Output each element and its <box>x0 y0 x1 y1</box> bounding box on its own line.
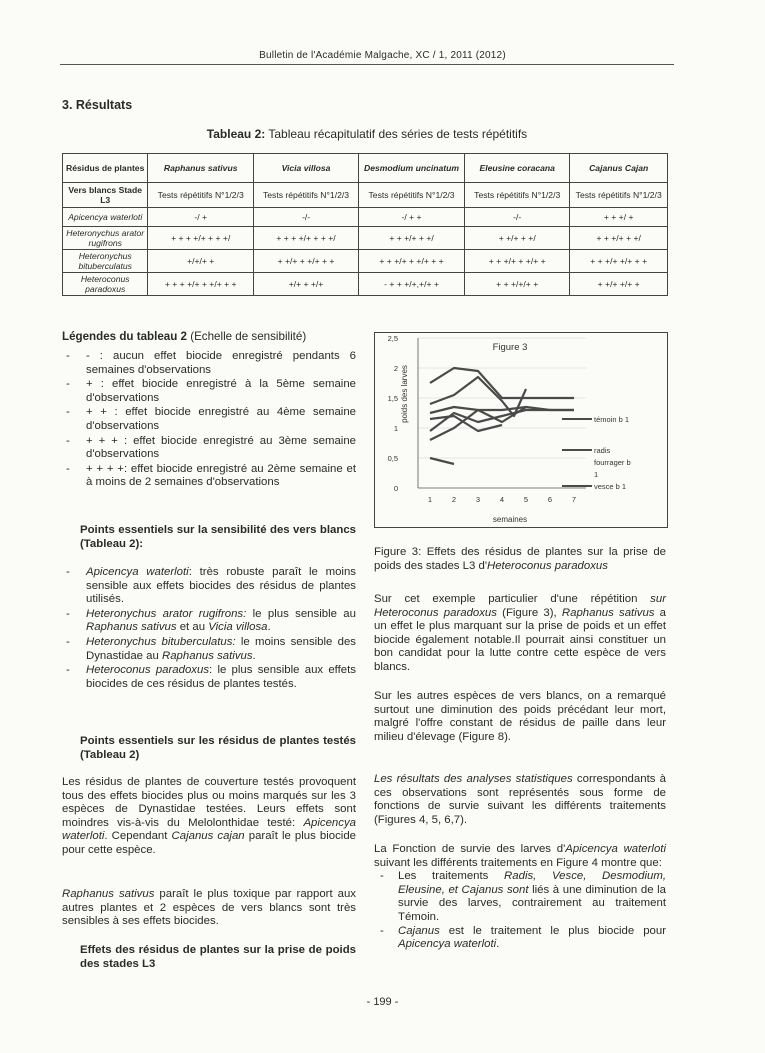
table-caption-label: Tableau 2: <box>206 127 266 141</box>
table-row <box>63 273 668 296</box>
legend-label: témoin b 1 <box>594 415 630 424</box>
table-header-row <box>63 154 668 183</box>
table-cell: + + + +/+ + +/+ + + <box>148 273 254 296</box>
table-cell: Tests répétitifs N°1/2/3 <box>359 183 465 208</box>
chart-title: Figure 3 <box>492 342 528 353</box>
para-text: (Figure 3), <box>496 606 562 619</box>
item-italic: Cajanus <box>398 924 440 937</box>
table-row <box>63 183 668 208</box>
species-name: Heteronychus bituberculatus: <box>86 635 236 648</box>
list-item: - + + : effet biocide enregistré au 4ème semaine d'observations <box>62 406 356 433</box>
points-residus-heading: Points essentiels sur les résidus de plantes testés (Tableau 2) <box>80 735 356 761</box>
table-cell: Tests répétitifs N°1/2/3 <box>148 183 254 208</box>
y-tick-label: 1 <box>393 424 398 433</box>
table-cell: + +/+ + +/ <box>465 227 570 250</box>
legend-label: fourrager b <box>594 458 631 467</box>
para-text: . Cependant <box>104 830 172 843</box>
para-italic: Apicencya waterloti <box>565 843 666 855</box>
y-tick-label: 1,5 <box>387 394 398 403</box>
series-line <box>430 368 574 398</box>
species-name: Heteronychus arator rugifrons: <box>86 607 247 620</box>
species-name: Cajanus cajan <box>171 830 245 843</box>
table-caption-text: Tableau récapitulatif des séries de tests répétitifs <box>265 127 528 141</box>
list-item <box>62 636 356 663</box>
table-cell: Vers blancs Stade L3 <box>63 183 148 208</box>
table-row <box>63 250 668 273</box>
table-cell: Heteronychus bituberculatus <box>63 250 148 273</box>
table-cell: +/+ + +/+ <box>253 273 358 296</box>
list-item <box>62 664 356 691</box>
para-text: paraît le plus biocide pour cette espèce. <box>62 830 356 856</box>
table-cell: Tests répétitifs N°1/2/3 <box>465 183 570 208</box>
species-name: Apicencya waterloti <box>62 816 356 843</box>
figure-3-chart <box>374 332 668 528</box>
section-heading: 3. Résultats <box>62 98 133 112</box>
table-cell: Heteroconus paradoxus <box>63 273 148 296</box>
table-header-cell: Vicia villosa <box>253 154 358 183</box>
caption-species: Heteroconus paradoxus <box>487 559 608 572</box>
species-name: Heteroconus paradoxus <box>86 664 210 677</box>
x-tick-label: 6 <box>547 495 553 504</box>
list-item: - - : aucun effet biocide enregistré pendants 6 semaines d'observations <box>62 350 356 377</box>
table-row <box>63 227 668 250</box>
table-cell: + + +/+ + +/ <box>359 227 465 250</box>
table-cell: + + + +/+ + + +/ <box>253 227 358 250</box>
list-item: - + + + : effet biocide enregistré au 3ème semaine d'observations <box>62 435 356 462</box>
table-cell: + + +/ + <box>570 208 668 227</box>
legend-title <box>62 330 356 343</box>
item-text: Les traitements <box>398 870 505 883</box>
item-text: . <box>252 649 256 662</box>
list-item <box>374 870 666 924</box>
page-number: - 199 - <box>366 996 399 1008</box>
para-text: paraît le plus toxique par rapport aux autres plantes et 2 espèces de vers blancs sont très sensibles à ses effets biocides. <box>62 888 356 928</box>
table-cell: + + +/+ +/+ + + <box>570 250 668 273</box>
plant-name: Raphanus sativus <box>86 621 177 634</box>
list-item: - + + + +: effet biocide enregistré au 2ème semaine et à moins de 2 semaines d'observations <box>62 463 356 490</box>
item-italic: Radis, Vesce, Desmodium, Eleusine, et Cajanus sont <box>398 870 666 896</box>
item-text: le plus sensible au <box>246 607 356 620</box>
list-item <box>374 925 666 952</box>
figure-caption <box>374 546 666 573</box>
table-header-cell: Eleusine coracana <box>465 154 570 183</box>
points-vers-list <box>62 566 356 692</box>
para-italic: sur Heteroconus paradoxus <box>374 593 666 619</box>
fonction-intro <box>374 843 666 870</box>
para-text: a un effet le plus marquant sur la prise de poids et un effet biocide également notable.Il pourrait ainsi constituer un bon candidat pour la lutte contre cette espèce de vers blancs. <box>374 606 667 673</box>
item-italic: Apicencya waterloti <box>398 938 497 951</box>
paragraph-raphanus <box>62 888 356 929</box>
running-header: Bulletin de l'Académie Malgache, XC / 1, 2011 (2012) <box>259 50 506 61</box>
table-cell: - + + +/+,+/+ + <box>359 273 465 296</box>
y-tick-label: 2,5 <box>387 334 398 343</box>
plant-name: Vicia villosa <box>208 621 268 634</box>
table-row <box>63 208 668 227</box>
table-cell: Tests répétitifs N°1/2/3 <box>570 183 668 208</box>
table-header-cell: Résidus de plantes <box>63 154 148 183</box>
caption-text: : Effets des résidus de plantes sur la prise de poids des stades L3 d' <box>374 546 666 572</box>
table-cell: -/- <box>465 208 570 227</box>
plant-name: Raphanus sativus <box>162 649 253 662</box>
x-tick-label: 4 <box>499 495 505 504</box>
para-text: suivant les différents traitements en Figure 4 montre que: <box>374 856 662 869</box>
table-cell: +/+/+ + <box>148 250 254 273</box>
subheading-effets: Effets des résidus de plantes sur la prise de poids des stades L3 <box>80 944 356 970</box>
item-text: : le plus sensible aux effets biocides de ces résidus de plantes testés. <box>86 664 356 690</box>
para-text: Les résidus de plantes de couverture testés provoquent tous des effets biocides plus ou moins marqués sur les 3 espèces de Dynastidae testées. Leurs effets sont moindres vis-à-vis du Melolonthidae testé: <box>62 776 356 829</box>
x-tick-label: 3 <box>475 495 481 504</box>
table-header-cell: Desmodium uncinatum <box>359 154 465 183</box>
item-text: : très robuste paraît le moins sensible aux effets biocides des résidus de plantes utilisés. <box>86 566 356 606</box>
x-tick-label: 2 <box>451 495 457 504</box>
legend-list <box>62 350 356 491</box>
plant-name: Raphanus sativus <box>62 888 155 900</box>
item-text: . <box>267 621 271 634</box>
table-cell: -/- <box>253 208 358 227</box>
chart-xlabel: semaines <box>492 515 528 524</box>
table-cell: + +/+ +/+ + <box>570 273 668 296</box>
paragraph-autres: Sur les autres espèces de vers blancs, on a remarqué surtout une diminution des poids précédant leur mort, malgré l'offre constant de résidus de paille dans leur milieu d'élevage (Figure 8). <box>374 690 666 743</box>
y-tick-label: 0,5 <box>387 454 398 463</box>
legend-title-bold: Légendes du tableau 2 <box>62 330 187 343</box>
table-cell: Heteronychus arator rugifrons <box>63 227 148 250</box>
table-header-cell: Cajanus Cajan <box>570 154 668 183</box>
legend-label: radis <box>594 446 611 455</box>
y-tick-label: 0 <box>393 484 398 493</box>
paragraph-stats <box>374 773 666 827</box>
list-item: - + : effet biocide enregistré à la 5ème semaine d'observations <box>62 378 356 405</box>
item-text: . <box>496 938 500 951</box>
table-cell: + + +/+ + +/ <box>570 227 668 250</box>
figure-frame <box>375 333 668 528</box>
para-italic: Raphanus sativus <box>561 606 655 619</box>
chart-ylabel: poids des larves <box>400 365 409 423</box>
table-cell: + + +/+/+ + <box>465 273 570 296</box>
fonction-list <box>374 870 666 952</box>
table-cell: -/ + <box>148 208 254 227</box>
table-caption <box>60 127 674 141</box>
para-text: La Fonction de survie des larves d' <box>374 843 566 855</box>
paragraph-fig3 <box>374 593 666 675</box>
table-cell: + + +/+ + +/+ + + <box>359 250 465 273</box>
table-cell: Tests répétitifs N°1/2/3 <box>253 183 358 208</box>
legend-label: vesce b 1 <box>594 482 627 491</box>
points-vers-heading: Points essentiels sur la sensibilité des vers blancs (Tableau 2): <box>80 524 356 550</box>
item-text: liés à une diminution de la survie des larves, contrairement au traitement Témoin. <box>398 883 666 923</box>
legend-title-rest: (Echelle de sensibilité) <box>186 330 307 343</box>
list-item <box>62 608 356 635</box>
x-tick-label: 1 <box>427 495 433 504</box>
list-item <box>62 566 356 607</box>
table-cell: + + + +/+ + + +/ <box>148 227 254 250</box>
para-italic: Les résultats des analyses statistiques <box>374 773 573 785</box>
table-cell: -/ + + <box>359 208 465 227</box>
x-tick-label: 5 <box>523 495 529 504</box>
table-cell: + +/+ + +/+ + + <box>253 250 358 273</box>
header-rule <box>60 64 674 65</box>
series-line <box>430 407 574 440</box>
item-text: et au <box>176 621 209 634</box>
legend-label: 1 <box>594 470 599 479</box>
paragraph-fonction <box>374 843 666 952</box>
table-cell: + + +/+ + +/+ + <box>465 250 570 273</box>
results-table <box>62 153 668 296</box>
item-text: le moins sensible des Dynastidae au <box>86 635 356 662</box>
species-name: Apicencya waterloti <box>86 566 189 578</box>
item-text: est le traitement le plus biocide pour <box>439 924 666 937</box>
x-tick-label: 7 <box>571 495 577 504</box>
y-tick-label: 2 <box>393 364 398 373</box>
para-text: correspondants à ces observations sont représentés sous forme de fonctions de survie suivant les différents traitements (Figures 4, 5, 6,7). <box>374 773 666 826</box>
table-header-cell: Raphanus sativus <box>148 154 254 183</box>
paragraph-residus <box>62 776 356 858</box>
caption-label: Figure 3 <box>374 546 419 558</box>
table-cell: Apicencya waterloti <box>63 208 148 227</box>
para-text: Sur cet exemple particulier d'une répétition <box>374 593 651 605</box>
series-line <box>430 458 454 464</box>
